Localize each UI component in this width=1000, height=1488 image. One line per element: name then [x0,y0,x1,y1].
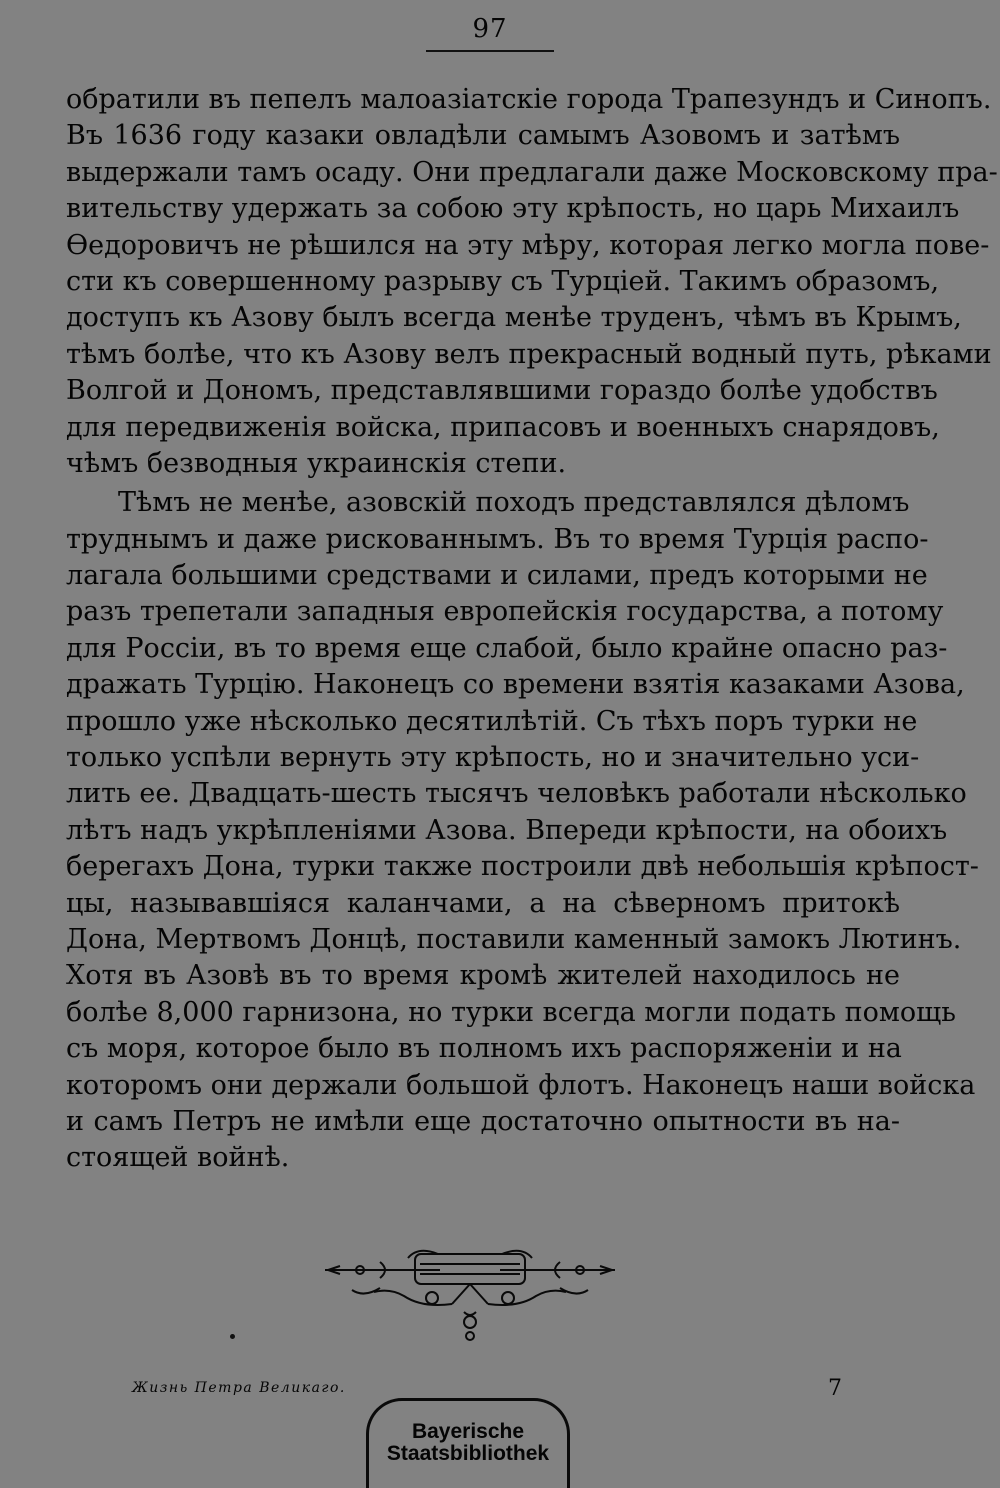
text-line: Волгой и Дономъ, представлявшими гораздо болѣе удобствъ [66,375,938,407]
text-line: вительству удержать за собою эту крѣпость, но царь Михаилъ [66,193,960,225]
text-line: и самъ Петръ не имѣли еще достаточно опытности въ на- [66,1105,900,1137]
text-line: Ѳедоровичъ не рѣшился на эту мѣру, которая легко могла пове- [66,229,990,261]
text-line: доступъ къ Азову былъ всегда менѣе труденъ, чѣмъ въ Крымъ, [66,302,962,334]
text-line: дражать Турцію. Наконецъ со времени взятія казаками Азова, [66,669,965,701]
text-line: цы, называвшіяся каланчами, а на сѣверномъ притокѣ [66,887,900,919]
stamp-line-1: Bayerische [411,1420,525,1443]
text-line: лить ее. Двадцать-шесть тысячъ человѣкъ работали нѣсколько [66,778,967,810]
stamp-line-2: Staatsbibliothek [386,1442,550,1465]
text-line: сти къ совершенному разрыву съ Турціей. Такимъ образомъ, [66,265,940,297]
text-line: Хотя въ Азовѣ въ то время кромѣ жителей находилось не [66,960,900,992]
paragraph-1 [66,82,998,482]
paragraph-2 [66,485,979,1176]
text-line: только успѣли вернуть эту крѣпость, но и значительно уси- [66,742,920,774]
text-line: выдержали тамъ осаду. Они предлагали даже Московскому пра- [66,156,998,188]
text-line: которомъ они держали большой флотъ. Наконецъ наши войска [66,1069,976,1101]
text-line: обратили въ пепелъ малоазіатскіе города Трапезундъ и Синопъ. [66,84,992,115]
header-rule [426,50,554,52]
footer-title: Жизнь Петра Великаго. [132,1380,346,1396]
body-text [66,82,998,1177]
text-line: Въ 1636 году казаки овладѣли самымъ Азовомъ и затѣмъ [66,120,900,152]
text-line: разъ трепетали западныя европейскія государства, а потому [66,596,944,628]
text-line: болѣе 8,000 гарнизона, но турки всегда могли подать помощь [66,996,956,1028]
ornament-icon [320,1242,620,1362]
text-line: труднымъ и даже рискованнымъ. Въ то время Турція распо- [66,523,929,555]
text-line: стоящей войнѣ. [66,1142,290,1174]
text-line: Тѣмъ не менѣе, азовскій походъ представлялся дѣломъ [118,487,910,519]
text-line: лѣтъ надъ укрѣпленіями Азова. Впереди крѣпости, на обоихъ [66,814,948,846]
library-stamp [366,1398,570,1488]
text-line: берегахъ Дона, турки также построили двѣ небольшія крѣпост- [66,851,979,883]
text-line: тѣмъ болѣе, что къ Азову велъ прекрасный водный путь, рѣками [66,338,992,370]
text-line: прошло уже нѣсколько десятилѣтій. Съ тѣхъ поръ турки не [66,705,918,737]
text-line: для передвиженія войска, припасовъ и военныхъ снарядовъ, [66,411,940,443]
text-line: съ моря, которое было въ полномъ ихъ распоряженіи и на [66,1033,902,1065]
text-line: лагала большими средствами и силами, предъ которыми не [66,560,928,592]
signature-mark: 7 [828,1376,842,1401]
page-number: 97 [472,14,508,44]
text-line: чѣмъ безводныя украинскія степи. [66,447,567,479]
text-line: для Россіи, въ то время еще слабой, было крайне опасно раз- [66,632,948,664]
stray-mark [230,1334,235,1339]
text-line: Дона, Мертвомъ Донцѣ, поставили каменный замокъ Лютинъ. [66,923,962,955]
